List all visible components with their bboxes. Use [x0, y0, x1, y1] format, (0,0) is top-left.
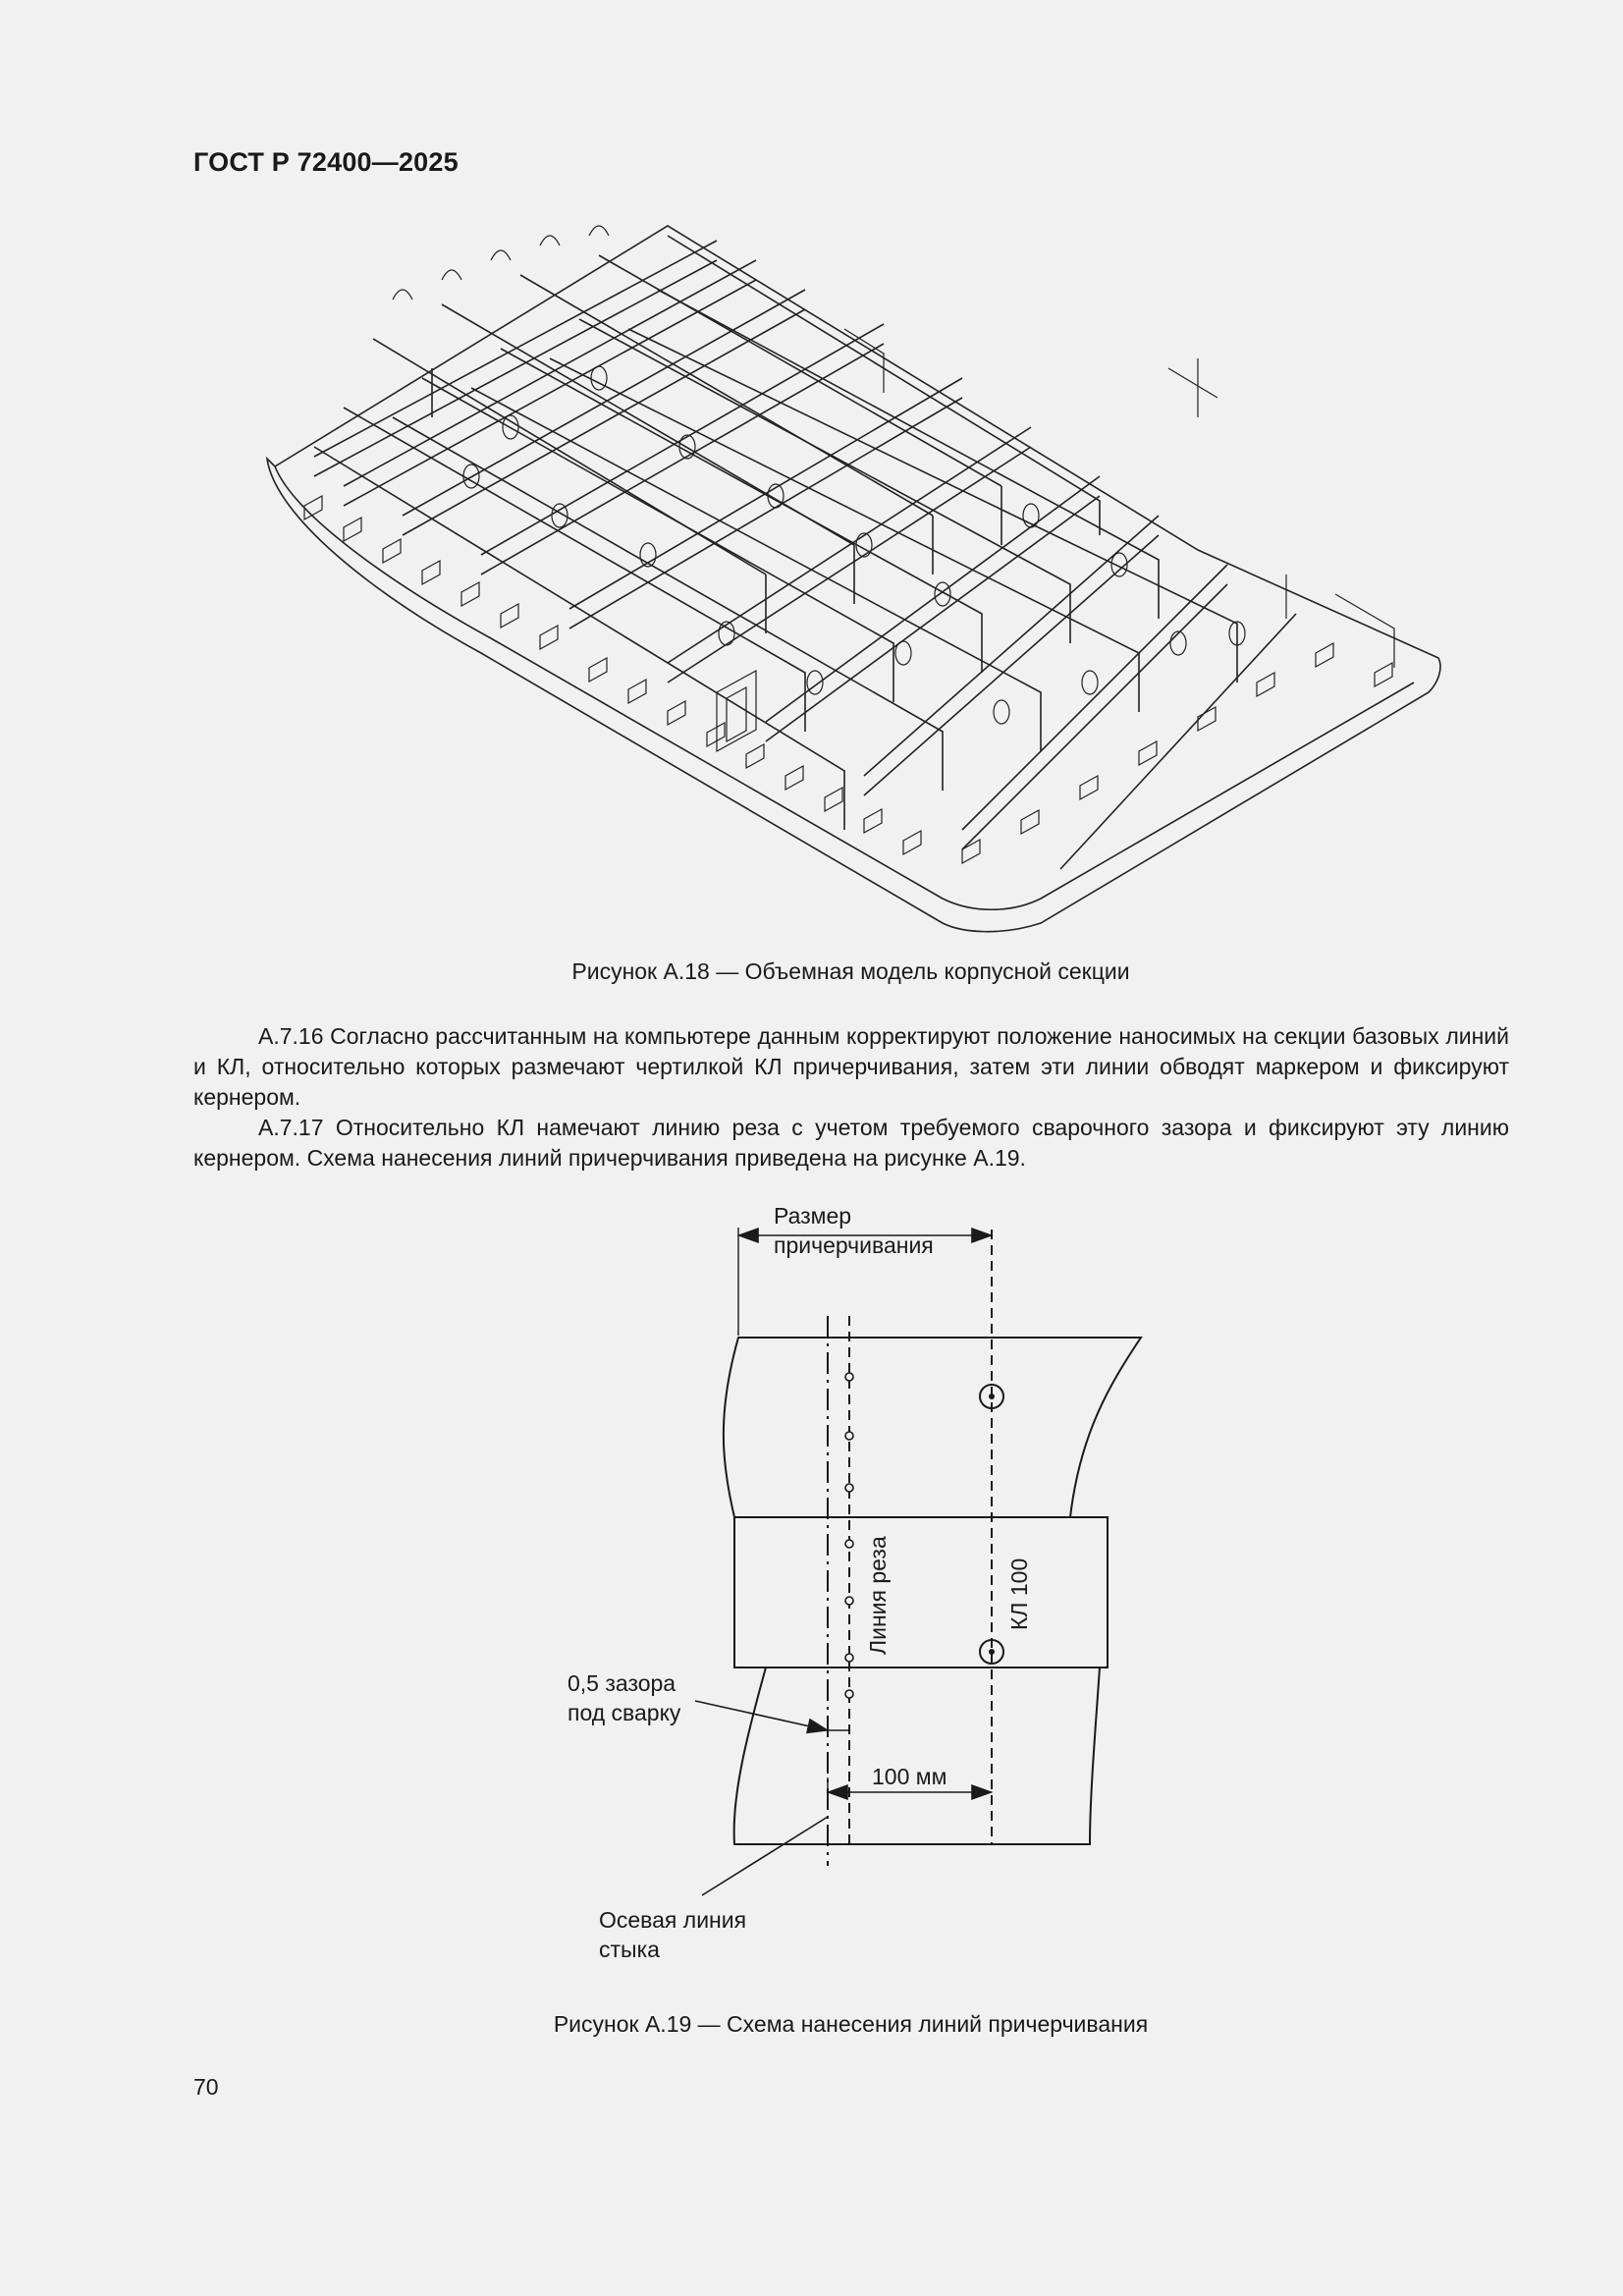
page-number: 70 — [193, 2074, 219, 2100]
figure-a18-caption: Рисунок А.18 — Объемная модель корпусной секции — [571, 958, 1130, 984]
figure-a19-caption: Рисунок А.19 — Схема нанесения линий причерчивания — [553, 2011, 1149, 2037]
document-header: ГОСТ Р 72400—2025 — [193, 147, 459, 177]
kl-label: КЛ 100 — [1006, 1558, 1032, 1630]
size-label-line1: Размер — [774, 1203, 852, 1229]
overlap-strip — [734, 1517, 1108, 1667]
axis-label-line2: стыка — [599, 1937, 660, 1962]
marking-scheme-figure — [550, 1188, 1178, 1974]
size-label-line2: причерчивания — [774, 1232, 934, 1258]
upper-plate-outline — [724, 1338, 1141, 1517]
gap-leader — [695, 1701, 828, 1730]
paragraph-a7-16: А.7.16 Согласно рассчитанным на компьютере данным корректируют положение наносимых на секции базовых линий и КЛ, относительно которых размечают чертилкой КЛ причерчивания, затем эти линии обводят маркером и фиксируют кернером. — [193, 1023, 1509, 1110]
gap-label-line1: 0,5 зазора — [568, 1670, 676, 1696]
axis-leader — [702, 1817, 828, 1895]
body-text — [193, 1021, 1509, 1174]
paragraph-a7-17: А.7.17 Относительно КЛ намечают линию реза с учетом требуемого сварочного зазора и фиксируют эту линию кернером. Схема нанесения линий причерчивания приведена на рисунке А.19. — [193, 1115, 1509, 1171]
cut-line-label: Линия реза — [865, 1536, 891, 1655]
lower-plate-outline — [734, 1667, 1100, 1844]
axis-label-line1: Осевая линия — [599, 1907, 747, 1933]
hull-section-3d-figure — [255, 221, 1443, 948]
gap-label-line2: под сварку — [568, 1700, 681, 1725]
dim-100-label: 100 мм — [872, 1764, 947, 1789]
